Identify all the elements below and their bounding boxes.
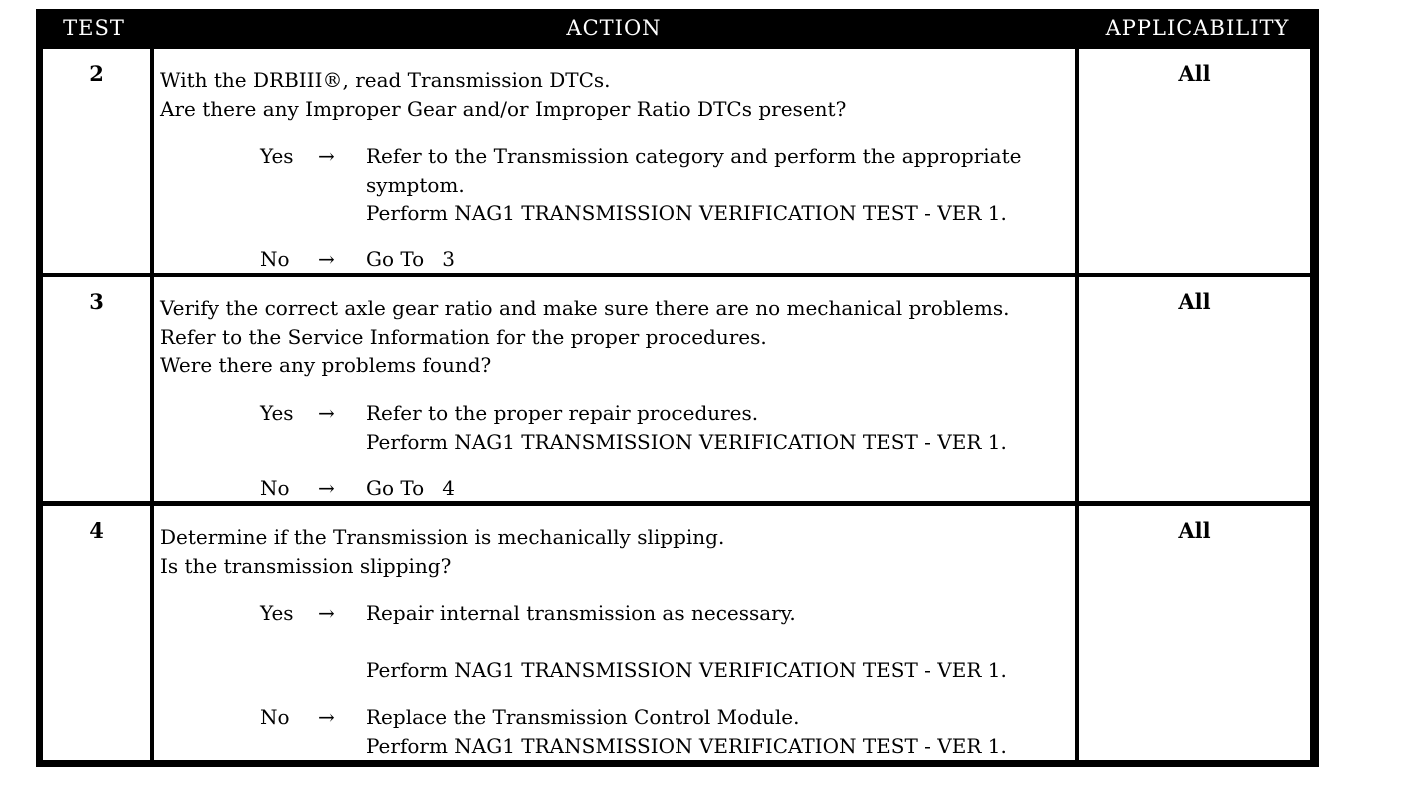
row-4-applicability-cell — [1079, 506, 1310, 760]
goto-number: 3 — [442, 247, 455, 271]
arrow-icon: → — [318, 247, 335, 271]
yes-text: symptom. — [366, 173, 465, 197]
no-label: No — [260, 705, 290, 729]
arrow-icon: → — [318, 705, 335, 729]
no-text: Perform NAG1 TRANSMISSION VERIFICATION TEST - VER 1. — [366, 734, 1007, 758]
yes-text: Perform NAG1 TRANSMISSION VERIFICATION TEST - VER 1. — [366, 201, 1007, 225]
yes-label: Yes — [260, 601, 294, 625]
yes-text: Repair internal transmission as necessary. — [366, 601, 796, 625]
yes-text: Refer to the proper repair procedures. — [366, 401, 759, 425]
no-goto — [366, 474, 455, 502]
row-4-action-cell — [154, 506, 1075, 760]
row-2-applicability-cell — [1079, 49, 1310, 273]
row-3-action-cell — [154, 277, 1075, 501]
yes-text: Perform NAG1 TRANSMISSION VERIFICATION TEST - VER 1. — [366, 658, 1007, 682]
arrow-icon: → — [318, 401, 335, 425]
row-2-action-cell — [154, 49, 1075, 273]
test-number: 3 — [89, 289, 104, 314]
test-number: 4 — [89, 518, 104, 543]
no-label: No — [260, 247, 290, 271]
applicability-value: All — [1178, 289, 1211, 314]
action-line: With the DRBIII®, read Transmission DTCs. — [160, 68, 611, 92]
applicability-value: All — [1178, 518, 1211, 543]
test-number: 2 — [89, 61, 104, 86]
action-question: Were there any problems found? — [160, 353, 492, 377]
yes-text: Refer to the Transmission category and perform the appropriate — [366, 144, 1022, 168]
yes-label: Yes — [260, 144, 294, 168]
row-4-test-cell — [43, 506, 150, 760]
header-action: ACTION — [566, 16, 662, 40]
no-goto — [366, 245, 455, 273]
action-line: Determine if the Transmission is mechanically slipping. — [160, 525, 725, 549]
no-label: No — [260, 476, 290, 500]
arrow-icon: → — [318, 601, 335, 625]
arrow-icon: → — [318, 144, 335, 168]
header-applicability: APPLICABILITY — [1105, 16, 1290, 40]
row-3-test-cell — [43, 277, 150, 501]
goto-number: 4 — [442, 476, 455, 500]
action-question: Are there any Improper Gear and/or Improper Ratio DTCs present? — [160, 97, 847, 121]
yes-label: Yes — [260, 401, 294, 425]
header-test: TEST — [63, 16, 125, 40]
goto-label: Go To — [366, 247, 425, 271]
yes-text: Perform NAG1 TRANSMISSION VERIFICATION TEST - VER 1. — [366, 430, 1007, 454]
goto-label: Go To — [366, 476, 425, 500]
arrow-icon: → — [318, 476, 335, 500]
applicability-value: All — [1178, 61, 1211, 86]
action-line: Verify the correct axle gear ratio and make sure there are no mechanical problems. — [160, 296, 1010, 320]
no-text: Replace the Transmission Control Module. — [366, 705, 800, 729]
action-question: Is the transmission slipping? — [160, 554, 452, 578]
row-3-applicability-cell — [1079, 277, 1310, 501]
diagnostic-table — [36, 9, 1319, 767]
row-2-test-cell — [43, 49, 150, 273]
action-line: Refer to the Service Information for the proper procedures. — [160, 325, 767, 349]
